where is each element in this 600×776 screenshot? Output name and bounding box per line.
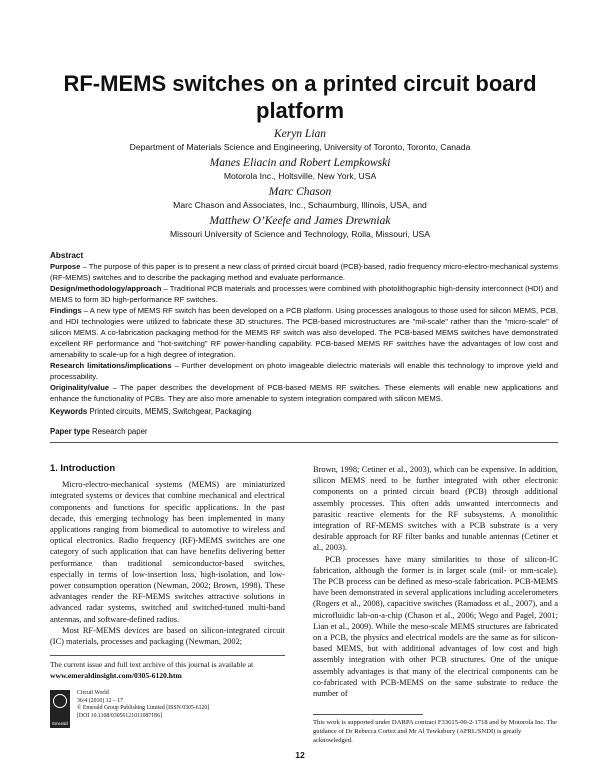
abstract-purpose-label: Purpose [50,262,81,271]
author-name: Matthew O’Keefe and James Drewniak [209,215,391,227]
abstract-limitations-text: – Further development on photo imageable dielectric materials will enable this technology to improve yield and processability. [50,361,558,381]
author-name: Marc Chason [268,186,332,198]
abstract [50,250,558,404]
divider [50,655,285,656]
keywords-label: Keywords [50,407,88,416]
section-heading: 1. Introduction [50,462,116,473]
abstract-heading: Abstract [50,251,84,260]
logo-text: Emerald [52,721,68,726]
access-url[interactable]: www.emeraldinsight.com/0305-6120.htm [50,670,182,680]
abstract-findings-label: Findings [50,306,82,315]
journal-doi: [DOI 10.1108/03056121011087186] [77,712,162,719]
abstract-purpose [50,261,558,283]
journal-name: Circuit World [77,690,109,696]
paragraph: PCB processes have many similarities to those of silicon-IC fabrication, although the former is in larger scale (mil- or mm-scale). The PCB process can be defined as meso-scale fabrication. PCB-MEMS have been demonstrated in several applications including accelerometers (Rogers et al., 2008), capacitive switches (Ramadoss et al., 2007), and a microfluidic lab-on-a-chip (Chason et al., 2006; Wego and Pagel, 2001; Lian et al., 2009). While the meso-scale MEMS structures are fabricated on a PCB, the physics and electrical models are the same as for silicon-based MEMS, but with additional advantages of low cost and high assembly integration with other PCB structures. One of the unique assembly advantages is that many of the electrical components can be co-fabricated with PCB-MEMS on the same substrate to reduce the number of [313,554,558,699]
abstract-findings-text: – A new type of MEMS RF switch has been developed on a PCB platform. Using processes analogous to those used for silicon MEMS, PCB, and HDI technologies were utilized to fabricate these 3D structures. The PCB-based microstructures are "mil-scale" rather than the "micro-scale" of silicon MEMS. A co-fabrication packaging method for the MEMS RF switch was also developed. The PCB-based MEMS switches have demonstrated excellent RF performance and "hot-switching" RF power-handling capability. PCB-based MEMS RF switches have the advantages of low cost and amenability to scale-up for a high degree of integration. [50,306,558,359]
divider [50,442,558,443]
journal-copyright: © Emerald Group Publishing Limited [ISSN 0305-6120] [77,705,210,712]
title-line-2: platform [256,98,344,123]
access-note [50,660,285,681]
author-name: Keryn Lian [273,128,327,140]
abstract-design [50,283,558,305]
logo-circle-icon [53,694,67,708]
abstract-limitations-label: Research limitations/implications [50,361,172,370]
paragraph: Most RF-MEMS devices are based on silicon-integrated circuit (IC) materials, processes and packaging (Newman, 2002; [50,625,285,647]
abstract-purpose-text: – The purpose of this paper is to present a new class of printed circuit board (PCB)-based, radio frequency micro-electro-mechanical systems (RF-MEMS) switches and to describe the packaging method and evaluate performance. [50,262,558,282]
access-text: The current issue and full text archive of this journal is available at [50,660,254,669]
funding-footnote: This work is supported under DARPA contract F33615-00-2-1718 and by Motorola Inc. The guidance of Dr Rebecca Cortez and Mr Al Tewksbury (AFRL/SNDI) is greatly acknowledged. [313,719,557,744]
keywords [50,407,558,416]
abstract-findings [50,305,558,360]
abstract-originality-label: Originality/value [50,383,110,392]
column-left [50,462,285,647]
page-number: 12 [295,750,305,760]
divider [313,714,423,715]
paragraph: Micro-electro-mechanical systems (MEMS) are miniaturized integrated systems or devices that combine mechanical and electrical components and functions for specific applications. In the past decade, this emerging technology has been implemented in many applications ranging from biomedical to automotive to wireless and optical electronics. Radio frequency (RF)-MEMS switches are one category of such application that can have benefits delivering better performance than traditional semiconductor-based switches, especially in terms of low-insertion loss, high-isolation, and low-power consumption operation (Newman, 2002; Brown, 1998). These advantages render the RF-MEMS switches attractive solutions in advanced radar systems, switched and switched-tuned multi-band antennas, and software-defined radios. [50,480,285,624]
paper-type-value: Research paper [92,427,148,436]
journal-info [77,690,287,720]
author-affiliation: Marc Chason and Associates, Inc., Schaumburg, Illinois, USA, and [173,200,427,210]
paper-title [40,70,560,124]
paragraph: Brown, 1998; Cetiner et al., 2003), which can be expensive. In addition, silicon MEMS need to be further integrated with other electronic components on a printed circuit board (PCB) through additional assembly processes. This often adds unwanted interconnects and parasitic reactive elements for the RF subsystems. A monolithic integration of RF-MEMS switches with a PCB substrate is a very desirable approach for RF filter banks and tunable antennas (Cetiner et al., 2003). [313,465,558,553]
paper-type-label: Paper type [50,427,90,436]
journal-volume: 36/4 (2010) 12 – 17 [77,697,124,704]
abstract-design-label: Design/methodology/approach [50,284,162,293]
paper-type [50,427,558,436]
abstract-originality [50,382,558,404]
abstract-design-text: – Traditional PCB materials and processes were combined with photolithographic high-density interconnect (HDI) and MEMS to form 3D high-performance RF switches. [50,284,558,304]
publisher-logo [50,690,70,728]
author-affiliation: Department of Materials Science and Engineering, University of Toronto, Toronto, Canada [129,142,471,152]
author-affiliation: Motorola Inc., Holtsville, New York, USA [223,171,377,181]
author-name: Manes Eliacin and Robert Lempkowski [209,157,391,169]
author-affiliation: Missouri University of Science and Technology, Rolla, Missouri, USA [170,229,430,239]
abstract-limitations [50,360,558,382]
keywords-value: Printed circuits, MEMS, Switchgear, Packaging [89,407,252,416]
author-block [40,127,560,243]
abstract-originality-text: – The paper describes the development of PCB-based MEMS RF switches. These elements will enable new applications and enhance the functionality of PCBs. They are also more amenable to system integration compared with silicon MEMS. [50,383,558,403]
title-line-1: RF-MEMS switches on a printed circuit board [63,71,537,96]
column-right [313,464,558,699]
